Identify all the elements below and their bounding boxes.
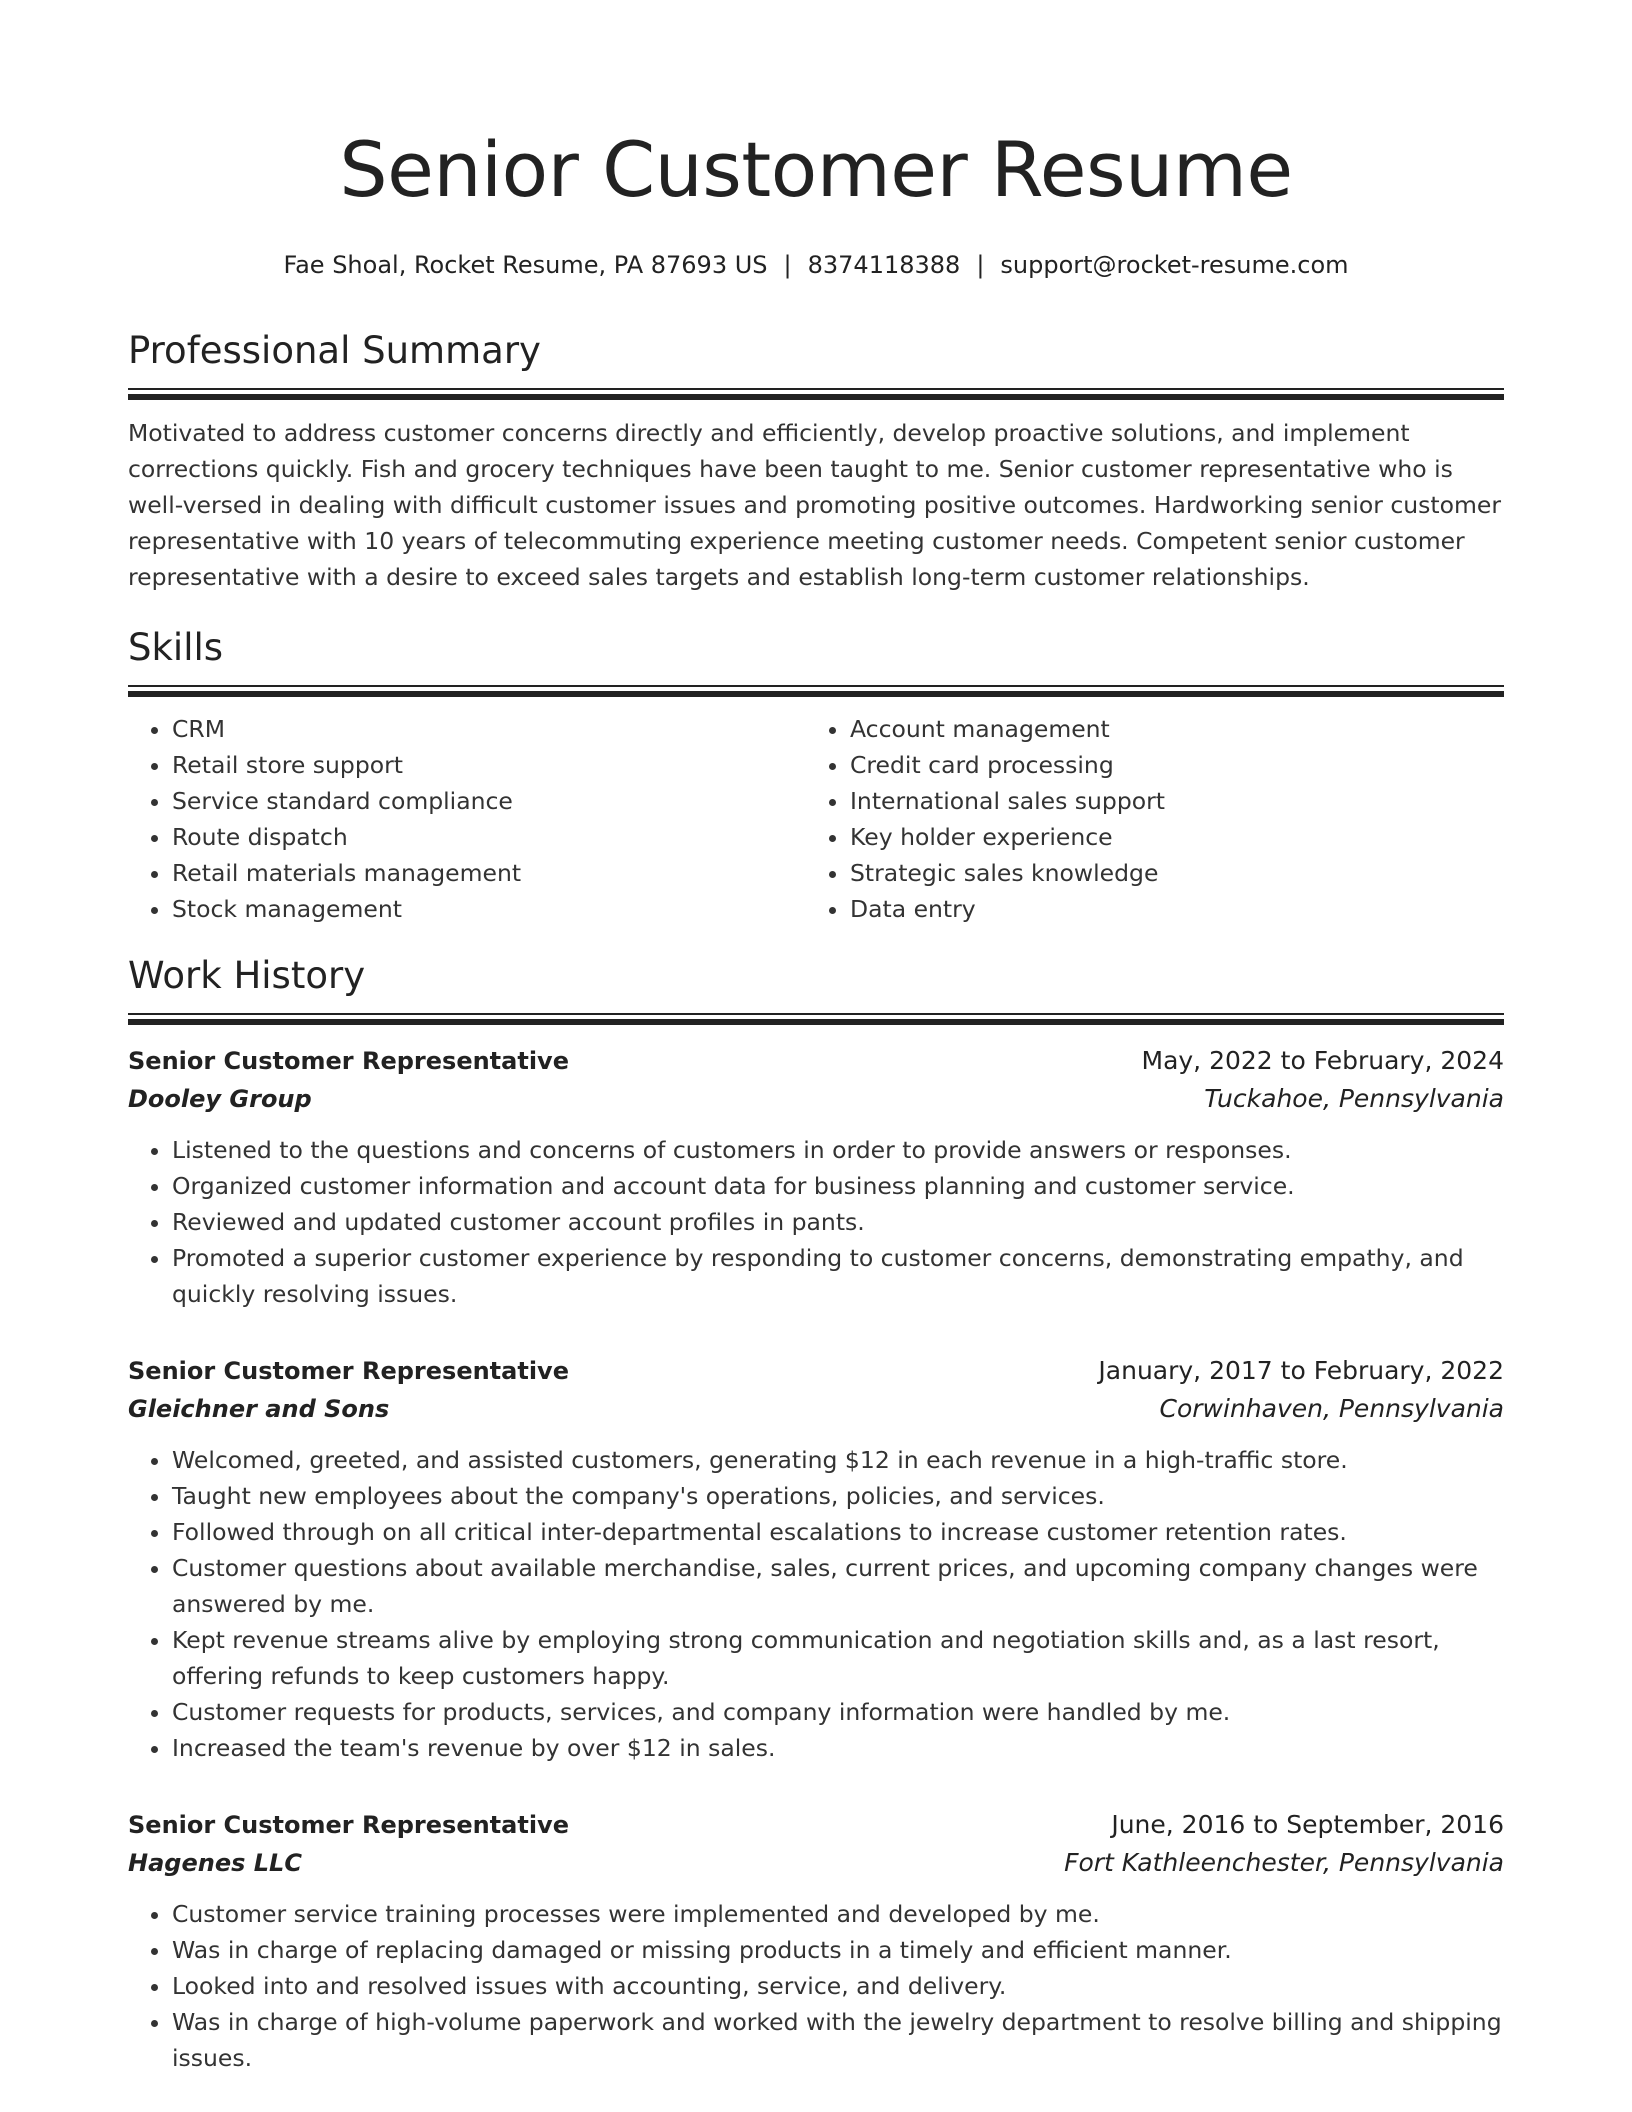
job-dates: June, 2016 to September, 2016 <box>1111 1810 1504 1839</box>
job-bullet: • Looked into and resolved issues with accounting, service, and delivery. <box>172 1968 1504 2004</box>
skills-section <box>128 623 1504 927</box>
skill-item: • Account management <box>850 711 1484 747</box>
skills-grid <box>128 711 1504 927</box>
job-bullets <box>128 1132 1504 1312</box>
contact-separator: | <box>976 251 985 279</box>
job-bullet: • Customer questions about available merchandise, sales, current prices, and upcoming company changes were answered by me. <box>172 1550 1504 1622</box>
section-heading: Work History <box>128 954 366 997</box>
resume-title: Senior Customer Resume <box>339 125 1293 214</box>
job-entry <box>128 1352 1504 1766</box>
job-company: Hagenes LLC <box>128 1849 302 1877</box>
skill-item: • Route dispatch <box>172 819 806 855</box>
job-bullet: • Reviewed and updated customer account profiles in pants. <box>172 1204 1504 1240</box>
job-bullet: • Kept revenue streams alive by employing strong communication and negotiation skills and, as a last resort, offering refunds to keep customers happy. <box>172 1622 1504 1694</box>
job-bullets <box>128 1442 1504 1766</box>
section-heading: Skills <box>128 626 224 669</box>
section-heading: Professional Summary <box>128 329 541 372</box>
skill-item: • Service standard compliance <box>172 783 806 819</box>
job-subheader <box>128 1844 1504 1882</box>
job-subheader <box>128 1080 1504 1118</box>
skill-item: • Data entry <box>850 891 1484 927</box>
job-entry <box>128 1806 1504 2076</box>
section-divider <box>128 388 1504 399</box>
job-company: Dooley Group <box>128 1085 312 1113</box>
skills-column-right <box>806 711 1484 927</box>
job-title: Senior Customer Representative <box>128 1811 569 1839</box>
job-header <box>128 1042 1504 1080</box>
job-title: Senior Customer Representative <box>128 1357 569 1385</box>
contact-email: support@rocket-resume.com <box>1000 251 1349 279</box>
job-header <box>128 1806 1504 1844</box>
section-divider <box>128 685 1504 696</box>
resume-page <box>128 0 1504 2076</box>
job-dates: May, 2022 to February, 2024 <box>1141 1046 1504 1075</box>
summary-text: Motivated to address customer concerns directly and efficiently, develop proactive solutions, and implement corrections quickly. Fish and grocery techniques have been taught to me. Senior customer representative who is well-versed in dealing with difficult customer issues and promoting positive outcomes. Hardworking senior customer representative with 10 years of telecommuting experience meeting customer needs. Competent senior customer representative with a desire to exceed sales targets and establish long-term customer relationships. <box>128 419 1502 591</box>
skill-item: • Retail materials management <box>172 855 806 891</box>
professional-summary-section <box>128 326 1504 595</box>
contact-line <box>128 248 1504 282</box>
job-location: Corwinhaven, Pennsylvania <box>1159 1394 1504 1423</box>
contact-phone: 8374118388 <box>807 251 961 279</box>
contact-separator: | <box>783 251 792 279</box>
job-bullet: • Taught new employees about the company's operations, policies, and services. <box>172 1478 1504 1514</box>
job-company: Gleichner and Sons <box>128 1395 390 1423</box>
job-bullet: • Promoted a superior customer experience by responding to customer concerns, demonstrating empathy, and quickly resolving issues. <box>172 1240 1504 1312</box>
job-header <box>128 1352 1504 1390</box>
skill-item: • Credit card processing <box>850 747 1484 783</box>
job-location: Fort Kathleenchester, Pennsylvania <box>1064 1848 1504 1877</box>
job-title: Senior Customer Representative <box>128 1047 569 1075</box>
job-bullet: • Was in charge of high-volume paperwork and worked with the jewelry department to resolve billing and shipping issues. <box>172 2004 1504 2076</box>
job-bullets <box>128 1896 1504 2076</box>
job-dates: January, 2017 to February, 2022 <box>1098 1356 1504 1385</box>
job-entry <box>128 1042 1504 1312</box>
job-bullet: • Listened to the questions and concerns of customers in order to provide answers or responses. <box>172 1132 1504 1168</box>
skill-item: • International sales support <box>850 783 1484 819</box>
skill-item: • Key holder experience <box>850 819 1484 855</box>
skills-column-left <box>128 711 806 927</box>
contact-address: Fae Shoal, Rocket Resume, PA 87693 US <box>283 251 768 279</box>
job-bullet: • Customer service training processes were implemented and developed by me. <box>172 1896 1504 1932</box>
job-bullet: • Customer requests for products, services, and company information were handled by me. <box>172 1694 1504 1730</box>
work-history-section <box>128 951 1504 2076</box>
skill-item: • CRM <box>172 711 806 747</box>
skill-item: • Retail store support <box>172 747 806 783</box>
skill-item: • Strategic sales knowledge <box>850 855 1484 891</box>
job-bullet: • Welcomed, greeted, and assisted customers, generating $12 in each revenue in a high-traffic store. <box>172 1442 1504 1478</box>
job-subheader <box>128 1390 1504 1428</box>
job-bullet: • Was in charge of replacing damaged or missing products in a timely and efficient manner. <box>172 1932 1504 1968</box>
skill-item: • Stock management <box>172 891 806 927</box>
job-bullet: • Increased the team's revenue by over $12 in sales. <box>172 1730 1504 1766</box>
job-location: Tuckahoe, Pennsylvania <box>1204 1084 1504 1113</box>
job-bullet: • Followed through on all critical inter-departmental escalations to increase customer retention rates. <box>172 1514 1504 1550</box>
section-divider <box>128 1013 1504 1024</box>
job-bullet: • Organized customer information and account data for business planning and customer service. <box>172 1168 1504 1204</box>
